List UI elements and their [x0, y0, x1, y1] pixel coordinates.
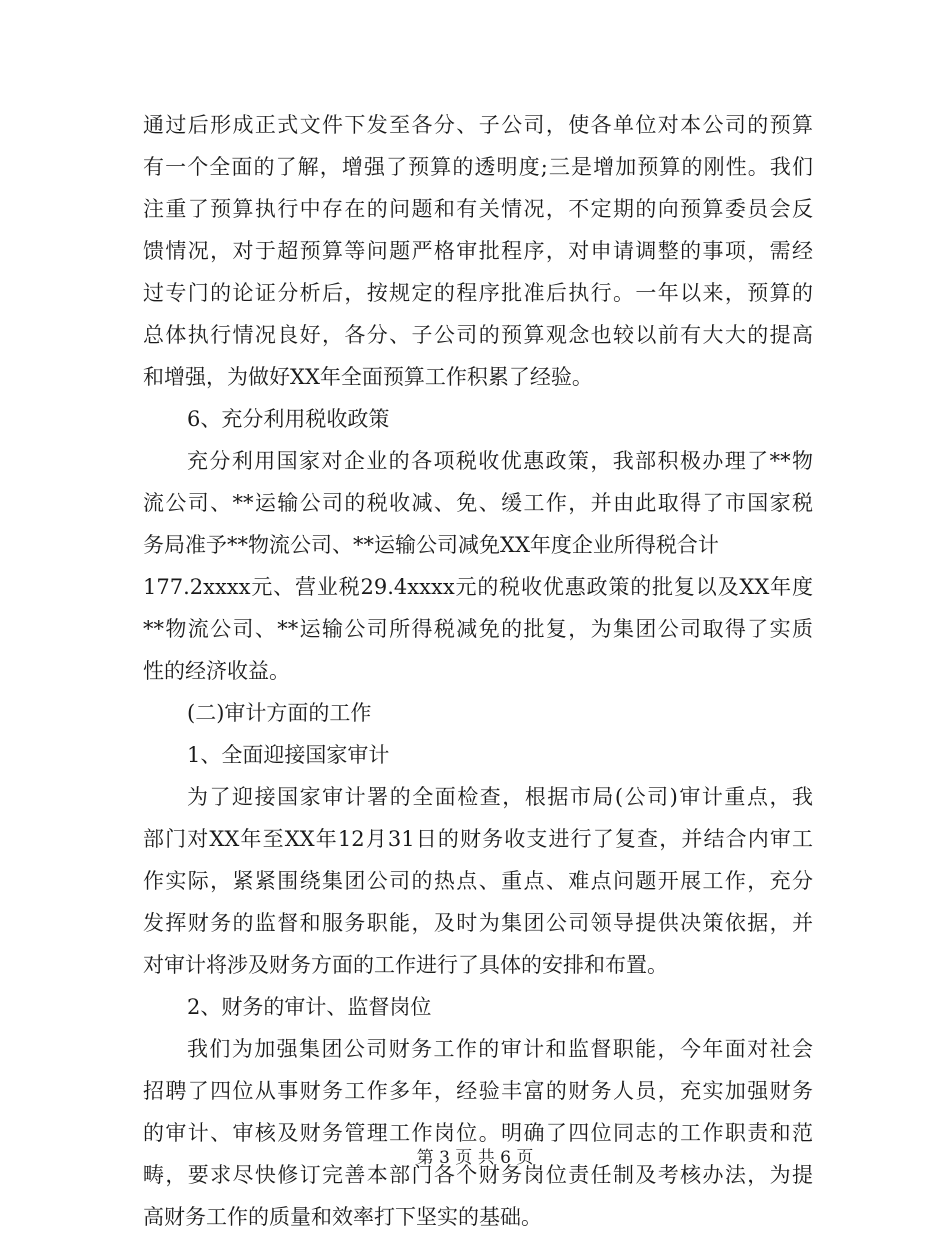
text-line: 过专门的论证分析后，按规定的程序批准后执行。一年以来，预算的 [143, 281, 813, 305]
text-line: 的审计、审核及财务管理工作岗位。明确了四位同志的工作职责和范 [143, 1121, 813, 1145]
text-line: 作实际，紧紧围绕集团公司的热点、重点、难点问题开展工作，充分 [143, 869, 813, 893]
text-line: 招聘了四位从事财务工作多年，经验丰富的财务人员，充实加强财务 [143, 1079, 813, 1103]
text-line: 发挥财务的监督和服务职能，及时为集团公司领导提供决策依据，并 [143, 911, 813, 935]
text-line: 和增强，为做好XX年全面预算工作积累了经验。 [143, 365, 593, 389]
text-line: 为了迎接国家审计署的全面检查，根据市局(公司)审计重点，我 [187, 785, 813, 809]
text-line: 畴，要求尽快修订完善本部门各个财务岗位责任制及考核办法，为提 [143, 1163, 813, 1187]
text-line: 1、全面迎接国家审计 [187, 743, 390, 767]
text-line: (二)审计方面的工作 [187, 701, 372, 725]
text-line: **物流公司、**运输公司所得税减免的批复，为集团公司取得了实质 [143, 617, 813, 641]
text-line: 流公司、**运输公司的税收减、免、缓工作，并由此取得了市国家税 [143, 491, 813, 515]
text-line: 高财务工作的质量和效率打下坚实的基础。 [143, 1205, 542, 1229]
text-line: 通过后形成正式文件下发至各分、子公司，使各单位对本公司的预算 [143, 113, 813, 137]
text-line: 馈情况，对于超预算等问题严格审批程序，对申请调整的事项，需经 [143, 239, 813, 263]
document-body [143, 104, 813, 1238]
text-line: 充分利用国家对企业的各项税收优惠政策，我部积极办理了**物 [187, 449, 813, 473]
text-line: 注重了预算执行中存在的问题和有关情况，不定期的向预算委员会反 [143, 197, 813, 221]
text-line: 部门对XX年至XX年12月31日的财务收支进行了复查，并结合内审工 [143, 827, 813, 851]
text-line: 务局准予**物流公司、**运输公司减免XX年度企业所得税合计 [143, 533, 719, 557]
text-line: 6、充分利用税收政策 [187, 407, 390, 431]
text-line: 2、财务的审计、监督岗位 [187, 995, 432, 1019]
text-line: 177.2xxxx元、营业税29.4xxxx元的税收优惠政策的批复以及XX年度 [143, 575, 813, 599]
text-line: 有一个全面的了解，增强了预算的透明度;三是增加预算的刚性。我们 [143, 155, 813, 179]
text-line: 总体执行情况良好，各分、子公司的预算观念也较以前有大大的提高 [143, 323, 813, 347]
text-line: 性的经济收益。 [143, 659, 290, 683]
text-line: 我们为加强集团公司财务工作的审计和监督职能，今年面对社会 [187, 1037, 813, 1061]
page-number-footer: 第 3 页 共 6 页 [416, 1148, 534, 1168]
text-line: 对审计将涉及财务方面的工作进行了具体的安排和布置。 [143, 953, 668, 977]
